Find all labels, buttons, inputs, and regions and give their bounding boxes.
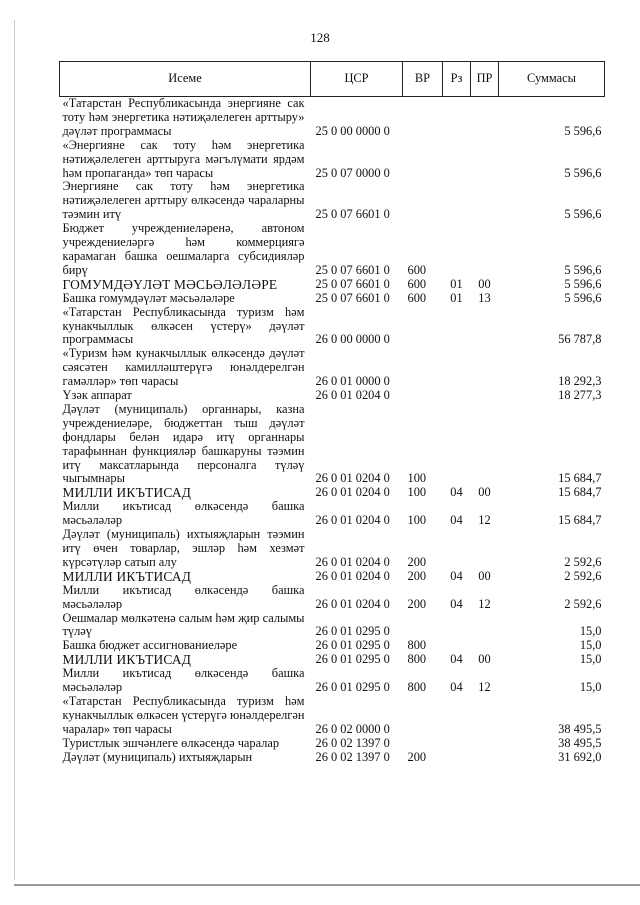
cell-rz	[443, 222, 471, 278]
cell-vr	[403, 306, 443, 348]
cell-rz	[443, 97, 471, 139]
cell-rz	[443, 139, 471, 181]
cell-csr: 26 0 01 0000 0	[315, 374, 390, 389]
cell-vr	[403, 180, 443, 222]
cell-vr: 600	[407, 262, 427, 277]
cell-rz: 04	[450, 485, 463, 500]
cell-pr: 12	[478, 680, 491, 695]
table-row	[60, 292, 605, 306]
column-header-name: Исеме	[60, 62, 311, 97]
cell-rz: 04	[450, 596, 463, 611]
cell-rz	[443, 737, 471, 751]
cell-vr: 200	[407, 596, 427, 611]
cell-sum: 15,0	[579, 680, 602, 695]
cell-name: Дәүләт (муниципаль) ихтыяҗларын тәэмин итү өчен товарлар, эшләр һәм хезмәт күрсәтүләр сатып алу	[62, 527, 305, 569]
table-row	[60, 751, 605, 765]
cell-pr	[471, 403, 499, 486]
cell-vr	[403, 389, 443, 403]
table-row	[60, 639, 605, 653]
cell-pr	[471, 389, 499, 403]
cell-pr: 00	[478, 568, 491, 583]
cell-sum: 15 684,7	[558, 513, 602, 528]
cell-name: Оешмалар мөлкәтенә салым һәм җир салымы түләү	[62, 610, 305, 639]
cell-name: «Туризм һәм кунакчыллык өлкәсендә дәүләт сәясәтен камилләштерүгә юнәлдерелгән гамәлләр» төп чарасы	[62, 346, 305, 389]
table-row	[60, 486, 605, 500]
cell-name: МИЛЛИ ИКЪТИСАД	[62, 485, 192, 501]
cell-vr: 100	[407, 485, 427, 500]
column-header-sum: Суммасы	[499, 62, 605, 97]
cell-vr	[403, 139, 443, 181]
cell-csr: 25 0 07 6601 0	[315, 290, 390, 305]
cell-csr: 25 0 07 6601 0	[315, 276, 390, 291]
cell-name: Үзәк аппарат	[62, 388, 132, 403]
cell-sum: 38 495,5	[558, 721, 602, 736]
cell-name: МИЛЛИ ИКЪТИСАД	[62, 652, 192, 668]
table-row	[60, 97, 605, 139]
cell-csr: 26 0 01 0204 0	[315, 485, 390, 500]
cell-pr	[471, 306, 499, 348]
column-header-csr: ЦСР	[311, 62, 403, 97]
cell-vr: 100	[407, 471, 427, 486]
cell-csr: 26 0 01 0204 0	[315, 513, 390, 528]
cell-vr: 800	[407, 680, 427, 695]
cell-sum: 2 592,6	[564, 554, 602, 569]
cell-csr: 25 0 07 6601 0	[315, 207, 390, 222]
page-number: 128	[310, 30, 330, 45]
table-row	[60, 570, 605, 584]
cell-sum: 38 495,5	[558, 735, 602, 750]
table-row	[60, 180, 605, 222]
cell-pr	[471, 97, 499, 139]
cell-rz: 04	[450, 680, 463, 695]
cell-rz	[443, 751, 471, 765]
table-row	[60, 278, 605, 292]
cell-pr	[471, 751, 499, 765]
table-row	[60, 667, 605, 695]
cell-pr: 12	[478, 596, 491, 611]
cell-vr: 200	[407, 554, 427, 569]
cell-pr	[471, 639, 499, 653]
cell-rz	[443, 403, 471, 486]
cell-rz: 01	[450, 290, 463, 305]
cell-csr: 26 0 01 0204 0	[315, 596, 390, 611]
cell-pr	[471, 180, 499, 222]
cell-csr: 26 0 02 1397 0	[315, 735, 390, 750]
budget-table	[59, 61, 605, 765]
cell-sum: 5 596,6	[564, 290, 602, 305]
column-header-vr: ВР	[403, 62, 443, 97]
cell-pr: 00	[478, 276, 491, 291]
cell-sum: 18 277,3	[558, 388, 602, 403]
cell-rz	[443, 612, 471, 640]
table-header-row	[60, 62, 605, 97]
cell-csr: 26 0 01 0295 0	[315, 652, 390, 667]
cell-csr: 26 0 01 0295 0	[315, 680, 390, 695]
cell-rz	[443, 180, 471, 222]
cell-name: Милли икътисад өлкәсендә башка мәсьәләләр	[62, 666, 305, 695]
cell-name: Милли икътисад өлкәсендә башка мәсьәләләр	[62, 499, 305, 528]
cell-name: «Татарстан Республикасында энергияне сак тоту һәм энергетика нәтиҗәлелеген арттыру» дәүләт программасы	[62, 96, 305, 138]
cell-sum: 5 596,6	[564, 207, 602, 222]
cell-name: МИЛЛИ ИКЪТИСАД	[62, 568, 192, 584]
table-row	[60, 695, 605, 737]
cell-sum: 5 596,6	[564, 165, 602, 180]
table-row	[60, 612, 605, 640]
cell-sum: 5 596,6	[564, 262, 602, 277]
cell-vr: 800	[407, 652, 427, 667]
cell-pr	[471, 222, 499, 278]
cell-pr	[471, 695, 499, 737]
cell-vr: 200	[407, 568, 427, 583]
cell-rz	[443, 695, 471, 737]
cell-rz: 04	[450, 513, 463, 528]
page-bottom-edge	[14, 884, 640, 886]
cell-sum: 15 684,7	[558, 485, 602, 500]
table-row	[60, 737, 605, 751]
cell-rz	[443, 347, 471, 389]
cell-csr: 26 0 01 0295 0	[315, 624, 390, 639]
cell-name: Туристлык эшчәнлеге өлкәсендә чаралар	[62, 735, 280, 750]
cell-name: Дәүләт (муниципаль) ихтыяҗларын	[62, 749, 253, 764]
cell-sum: 15,0	[579, 652, 602, 667]
cell-sum: 2 592,6	[564, 596, 602, 611]
cell-pr	[471, 737, 499, 751]
table-row	[60, 347, 605, 389]
table-body	[60, 97, 605, 765]
table-row	[60, 653, 605, 667]
cell-sum: 5 596,6	[564, 276, 602, 291]
cell-pr: 13	[478, 290, 491, 305]
cell-rz: 04	[450, 568, 463, 583]
cell-sum: 18 292,3	[558, 374, 602, 389]
cell-name: «Татарстан Республикасында туризм һәм кунакчыллык өлкәсен үстерүгә юнәлдерелгән чаралар» төп чарасы	[62, 693, 305, 736]
cell-pr: 12	[478, 513, 491, 528]
cell-csr: 26 0 00 0000 0	[315, 332, 390, 347]
cell-sum: 15,0	[579, 624, 602, 639]
cell-vr: 800	[407, 638, 427, 653]
cell-vr: 100	[407, 513, 427, 528]
cell-sum: 31 692,0	[558, 749, 602, 764]
cell-name: Башка бюджет ассигнованиеләре	[62, 638, 238, 653]
cell-vr	[403, 695, 443, 737]
cell-sum: 15 684,7	[558, 471, 602, 486]
cell-sum: 5 596,6	[564, 123, 602, 138]
cell-csr: 25 0 00 0000 0	[315, 123, 390, 138]
cell-pr: 00	[478, 652, 491, 667]
table-row	[60, 500, 605, 528]
table-row	[60, 584, 605, 612]
cell-pr	[471, 528, 499, 570]
cell-csr: 26 0 02 1397 0	[315, 749, 390, 764]
cell-rz	[443, 528, 471, 570]
column-header-rz: Рз	[443, 62, 471, 97]
cell-rz	[443, 639, 471, 653]
cell-name: Энергияне сак тоту һәм энергетика нәтиҗәлелеген арттыру өлкәсендә чараларны тәэмин итү	[62, 179, 305, 222]
cell-vr	[403, 612, 443, 640]
cell-csr: 26 0 01 0204 0	[315, 554, 390, 569]
cell-name: Бюджет учреждениеләренә, автоном учреждениеләргә һәм коммерциягә карамаган башка оешмаларга субсидияләр бирү	[62, 221, 305, 277]
cell-name: Милли икътисад өлкәсендә башка мәсьәләләр	[62, 582, 305, 611]
table-row	[60, 403, 605, 486]
cell-csr: 26 0 01 0204 0	[315, 568, 390, 583]
cell-sum: 2 592,6	[564, 568, 602, 583]
table-row	[60, 389, 605, 403]
column-header-pr: ПР	[471, 62, 499, 97]
cell-csr: 26 0 01 0295 0	[315, 638, 390, 653]
cell-pr: 00	[478, 485, 491, 500]
cell-rz: 04	[450, 652, 463, 667]
cell-pr	[471, 139, 499, 181]
cell-csr: 25 0 07 0000 0	[315, 165, 390, 180]
cell-csr: 26 0 01 0204 0	[315, 388, 390, 403]
cell-vr: 600	[407, 290, 427, 305]
cell-rz	[443, 306, 471, 348]
cell-name: Дәүләт (муниципаль) органнары, казна учреждениеләре, бюджеттан тыш дәүләт фондлары белән идарә итү органнары тарафыннан функцияләр башкаруны тәэмин итү максатларында персоналга түләү чыгымнары	[62, 401, 305, 486]
table-row	[60, 306, 605, 348]
page-left-edge	[14, 20, 15, 880]
cell-vr	[403, 97, 443, 139]
cell-name: «Энергияне сак тоту һәм энергетика нәтиҗәлелеген арттыруга мәгълүмати ярдәм һәм пропаганда» төп чарасы	[62, 137, 305, 180]
cell-vr: 600	[407, 276, 427, 291]
cell-vr	[403, 737, 443, 751]
cell-pr	[471, 612, 499, 640]
table-row	[60, 222, 605, 278]
cell-sum: 15,0	[579, 638, 602, 653]
cell-vr	[403, 347, 443, 389]
cell-csr: 26 0 01 0204 0	[315, 471, 390, 486]
cell-csr: 26 0 02 0000 0	[315, 721, 390, 736]
table-row	[60, 139, 605, 181]
cell-name: ГОМУМДӘҮЛӘТ МӘСЬӘЛӘЛӘРЕ	[62, 276, 278, 292]
cell-pr	[471, 347, 499, 389]
cell-csr: 25 0 07 6601 0	[315, 262, 390, 277]
cell-rz	[443, 389, 471, 403]
cell-vr: 200	[407, 749, 427, 764]
cell-name: «Татарстан Республикасында туризм һәм кунакчыллык өлкәсен үстерү» дәүләт программасы	[62, 304, 305, 347]
table-row	[60, 528, 605, 570]
cell-sum: 56 787,8	[558, 332, 602, 347]
cell-name: Башка гомумдәүләт мәсьәләләре	[62, 290, 235, 305]
cell-rz: 01	[450, 276, 463, 291]
